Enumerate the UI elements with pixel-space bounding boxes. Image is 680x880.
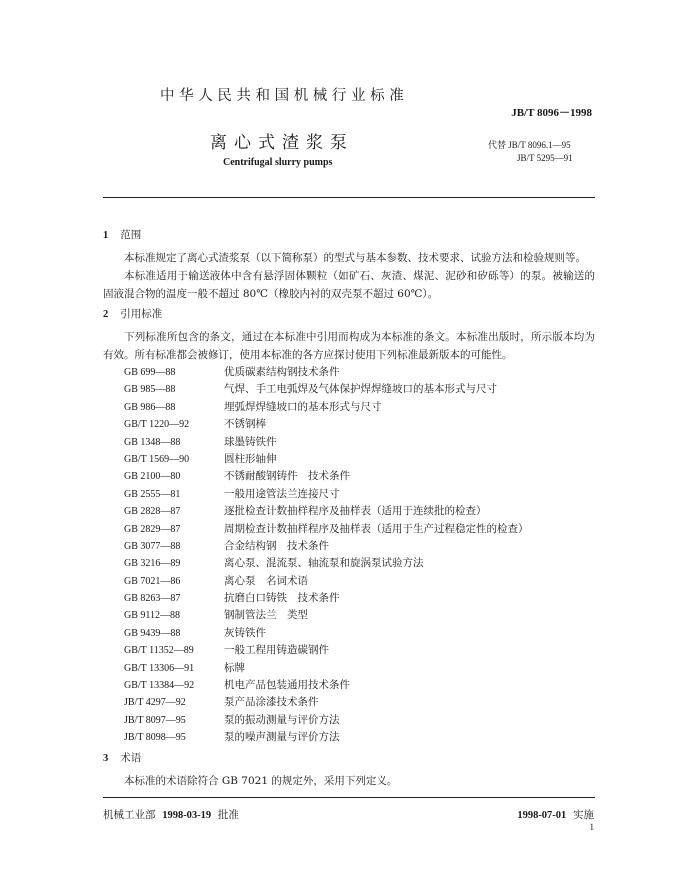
reference-row	[103, 538, 595, 555]
reference-row	[103, 625, 595, 642]
reference-code: GB 3216—89	[124, 558, 181, 570]
reference-title: 气焊、手工电弧焊及气体保护焊焊缝坡口的基本形式与尺寸	[224, 383, 497, 396]
reference-code: GB 8263—87	[124, 593, 181, 605]
reference-code: GB 699—88	[124, 367, 176, 378]
reference-row	[103, 399, 595, 416]
reference-code: GB/T 1220—92	[124, 419, 190, 431]
reference-title: 合金结构钢 技术条件	[224, 539, 329, 552]
approver: 机械工业部	[103, 809, 156, 821]
reference-row	[103, 434, 595, 451]
approve-word: 批准	[217, 809, 239, 821]
replaces-line-1: 代替 JB/T 8096.1—95	[488, 140, 571, 150]
reference-row	[103, 555, 595, 572]
reference-title: 泵的噪声测量与评价方法	[224, 731, 340, 744]
reference-code: GB/T 11352—89	[124, 645, 194, 657]
replaces-note	[488, 139, 573, 165]
reference-code: GB 9112—88	[124, 610, 181, 622]
section-number: 1	[103, 230, 109, 241]
reference-title: 不锈耐酸钢铸件 技术条件	[224, 470, 350, 483]
reference-code: GB 986—88	[124, 401, 176, 413]
section-number: 3	[103, 752, 109, 764]
reference-code: GB 2829—87	[124, 523, 181, 535]
reference-title: 优质碳素结构钢技术条件	[224, 366, 340, 378]
reference-row	[103, 573, 595, 590]
reference-code: GB/T 1569—90	[124, 453, 190, 465]
reference-title: 泵产品涂漆技术条件	[224, 696, 319, 709]
standard-category: 中华人民共和国机械行业标准	[160, 88, 409, 104]
reference-title: 离心泵、混流泵、轴流泵和旋涡泵试验方法	[224, 557, 424, 570]
section-title: 术语	[120, 751, 142, 764]
reference-title: 逐批检查计数抽样程序及抽样表（适用于连续批的检查）	[224, 505, 487, 518]
reference-code: GB 9439—88	[124, 627, 181, 639]
reference-code: GB 985—88	[124, 384, 176, 396]
reference-title: 灰铸铁件	[224, 626, 266, 639]
reference-code: GB 2828—87	[124, 506, 181, 518]
reference-row	[103, 364, 595, 381]
reference-code: GB 2555—81	[124, 488, 181, 500]
effective-info	[517, 807, 594, 822]
section-title: 引用标准	[120, 308, 163, 320]
reference-row	[103, 729, 595, 746]
reference-title: 抗磨白口铸铁 技术条件	[224, 592, 340, 605]
reference-list	[103, 364, 595, 747]
footer-divider	[103, 797, 595, 798]
reference-title: 一般工程用铸造碳钢件	[224, 644, 329, 657]
reference-title: 泵的振动测量与评价方法	[224, 713, 340, 726]
reference-code: GB 1348—88	[124, 436, 181, 448]
reference-title: 球墨铸铁件	[224, 435, 277, 448]
reference-code: JB/T 4297—92	[124, 697, 186, 709]
reference-row	[103, 503, 595, 520]
reference-code: JB/T 8097—95	[124, 714, 186, 726]
section-title: 范围	[120, 229, 142, 241]
reference-row	[103, 521, 595, 538]
reference-title: 机电产品包装通用技术条件	[224, 679, 350, 692]
reference-code: GB/T 13306—91	[124, 662, 195, 674]
section-3-heading	[103, 749, 595, 768]
effective-word: 实施	[573, 809, 594, 821]
reference-row	[103, 677, 595, 694]
section-1-heading	[103, 226, 595, 245]
approval-info	[103, 807, 239, 822]
reference-code: GB/T 13384—92	[124, 680, 195, 692]
reference-title: 钢制管法兰 类型	[224, 609, 308, 622]
reference-row	[103, 694, 595, 711]
reference-title: 不锈钢棒	[224, 418, 266, 431]
reference-row	[103, 468, 595, 485]
replaces-line-2: JB/T 5295—91	[517, 153, 573, 163]
page-number: 1	[589, 822, 594, 832]
document-body	[103, 226, 595, 790]
section-3-paragraph-1: 本标准的术语除符合 GB 7021 的规定外，采用下列定义。	[124, 774, 398, 787]
reference-row	[103, 486, 595, 503]
reference-title: 一般用途管法兰连接尺寸	[224, 487, 340, 500]
document-title-english: Centrifugal slurry pumps	[223, 157, 333, 168]
reference-title: 埋弧焊焊缝坡口的基本形式与尺寸	[224, 400, 382, 413]
reference-row	[103, 642, 595, 659]
reference-row	[103, 416, 595, 433]
reference-row	[103, 607, 595, 624]
reference-title: 圆柱形轴伸	[224, 452, 277, 465]
effective-date: 1998-07-01	[517, 810, 567, 821]
reference-row	[103, 451, 595, 468]
section-number: 2	[103, 309, 109, 320]
standard-number: JB/T 8096－1998	[511, 107, 592, 119]
document-title: 离心式渣浆泵	[210, 133, 354, 153]
section-2-heading	[103, 305, 595, 324]
reference-title: 离心泵 名词术语	[224, 574, 308, 587]
reference-code: JB/T 8098—95	[124, 732, 186, 744]
reference-row	[103, 660, 595, 677]
section-1-paragraph-1: 本标准规定了离心式渣浆泵（以下简称泵）的型式与基本参数、技术要求、试验方法和检验规则等。	[124, 252, 586, 264]
reference-title: 标牌	[224, 661, 245, 674]
section-2-paragraph-1: 下列标准所包含的条文，通过在本标准中引用而构成为本标准的条文。本标准出版时，所示版本均为有效。所有标准都会被修订，使用本标准的各方应探讨使用下列标准最新版本的可能性。	[103, 331, 595, 361]
reference-row	[103, 712, 595, 729]
reference-row	[103, 381, 595, 398]
section-1-paragraph-2: 本标准适用于输送液体中含有悬浮固体颗粒（如矿石、灰渣、煤泥、泥砂和矽砾等）的泵。被输送的固液混合物的温度一般不超过 80℃（橡胶内衬的双壳泵不超过 60℃）。	[103, 270, 595, 300]
reference-code: GB 2100—80	[124, 471, 181, 483]
header-divider	[103, 197, 595, 198]
reference-code: GB 7021—86	[124, 575, 181, 587]
reference-row	[103, 590, 595, 607]
reference-title: 周期检查计数抽样程序及抽样表（适用于生产过程稳定性的检查）	[224, 522, 529, 535]
reference-code: GB 3077—88	[124, 540, 181, 552]
approve-date: 1998-03-19	[162, 810, 212, 821]
